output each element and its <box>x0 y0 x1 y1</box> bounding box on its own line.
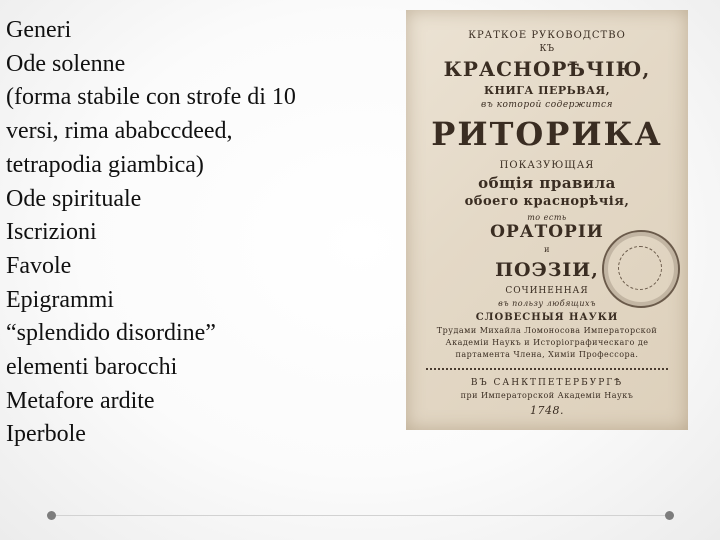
book-title-page-image <box>406 10 688 430</box>
list-item: Ode solenne <box>6 50 126 77</box>
library-stamp <box>602 230 680 308</box>
title-line: и <box>544 245 550 254</box>
title-line: КРАСНОРѢЧІЮ, <box>443 57 651 81</box>
right-dot-icon <box>665 511 674 520</box>
list-item: Favole <box>6 252 72 279</box>
title-line: КРАТКОЕ РУКОВОДСТВО <box>468 30 626 41</box>
title-line: ПОЭЗІИ, <box>495 259 599 281</box>
title-line: въ которой содержится <box>481 100 613 110</box>
list-item: Iscrizioni <box>6 219 97 246</box>
title-line: ВЪ САНКТПЕТЕРБУРГѢ <box>470 378 624 388</box>
title-line: партамента Члена, Химіи Профессора. <box>455 350 639 359</box>
list-item: Epigrammi <box>6 286 114 313</box>
title-line: КНИГА ПЕРЬВАЯ, <box>483 84 611 97</box>
list-item: elementi barocchi <box>6 354 178 381</box>
title-line: СОЧИНЕННАЯ <box>505 286 589 296</box>
list-item: tetrapodia giambica) <box>6 151 204 178</box>
list-item: Ode spirituale <box>6 185 142 212</box>
footer-divider <box>56 515 665 516</box>
title-line: Трудами Михайла Ломоносова Императорской <box>436 326 658 335</box>
list-item: “splendido disordine” <box>6 320 216 347</box>
list-item: (forma stabile con strofe di 10 <box>6 84 296 111</box>
bullet-list <box>6 14 401 452</box>
title-line: обоего краснорѣчія, <box>464 194 630 209</box>
left-dot-icon <box>47 511 56 520</box>
list-item: Iperbole <box>6 421 86 448</box>
title-line: ОРАТОРІИ <box>490 222 604 242</box>
title-line: КЪ <box>539 44 555 54</box>
ornament-rule <box>426 368 668 370</box>
title-line: СЛОВЕСНЫЯ НАУКИ <box>475 312 619 323</box>
title-line: въ пользу любящихъ <box>498 299 596 308</box>
title-line: РИТОРИКА <box>431 115 663 153</box>
title-line: общія правила <box>478 174 616 192</box>
title-line: при Императорской Академіи Наукъ <box>460 391 634 400</box>
list-item: Generi <box>6 17 72 43</box>
title-line: Академіи Наукъ и Исторіографическаго де <box>445 338 649 347</box>
title-line: то есть <box>527 213 567 222</box>
title-line: 1748. <box>530 404 564 417</box>
list-item: Metafore ardite <box>6 387 155 414</box>
title-line: ПОКАЗУЮЩАЯ <box>499 160 595 171</box>
list-item: versi, rima ababccdeed, <box>6 118 233 145</box>
